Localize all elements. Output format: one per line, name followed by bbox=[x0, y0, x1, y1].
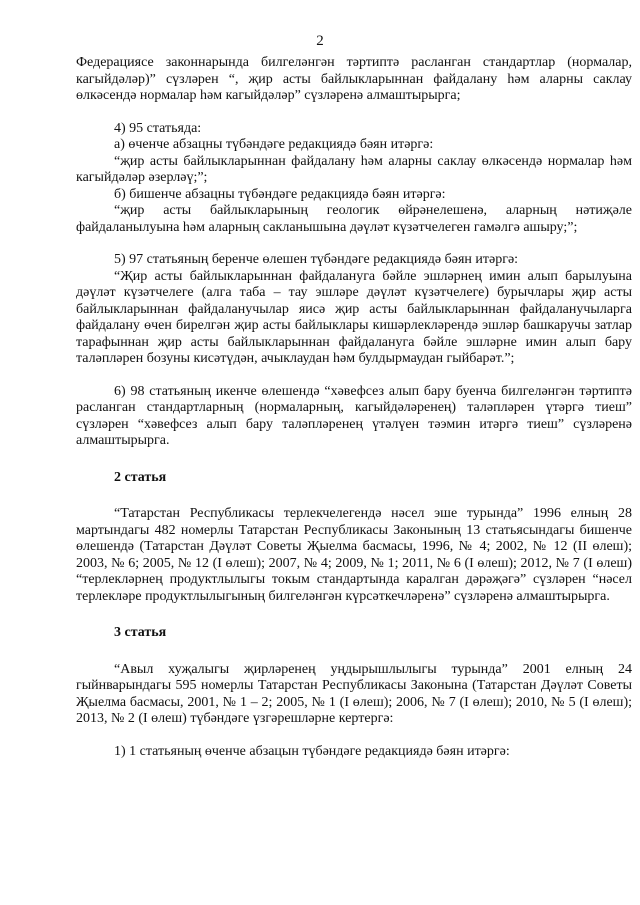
list-item: 4) 95 статьяда: bbox=[114, 120, 202, 136]
page-number: 2 bbox=[316, 33, 324, 49]
list-item: 5) 97 статьяның беренче өлешен түбәндәге редакциядә бәян итәргә: bbox=[114, 252, 519, 267]
paragraph: Федерациясе законнарында билгеләнгән тәртиптә расланган стандартлар (нормалар, кагыйдәләр)” сүзләрен “, җир асты байлыкларыннан файдалану һәм аларны саклау өлкәсендә нормалар һәм кагыйдәләр” сүзләренә алмаштырырга; bbox=[76, 55, 632, 103]
list-item: б) бишенче абзацны түбәндәге редакциядә бәян итәргә: bbox=[114, 186, 446, 202]
list-item: а) өченче абзацны түбәндәге редакциядә бәян итәргә: bbox=[114, 137, 434, 152]
paragraph: “җир асты байлыкларыннан файдалану һәм аларны саклау өлкәсендә нормалар һәм кагыйдәләр әзерләү;”; bbox=[76, 153, 632, 185]
paragraph: “Авыл хуҗалыгы җирләренең уңдырышлылыгы турында” 2001 елның 24 гыйнварындагы 595 номерлы Татарстан Республикасы Законына (Татарстан Дәүләт Советы Җыелма басмасы, 2001, № 1 – 2; 2005, № 1 (I өлеш); 2006, № 7 (I өлеш); 2010, № 5 (I өлеш); 2013, № 2 (I өлеш) түбәндәге үзгәрешләрне кертергә: bbox=[76, 661, 632, 726]
list-item: 6) 98 статьяның икенче өлешендә “хәвефсез алып бару буенча билгеләнгән тәртиптә расланган стандартларның (нормаларның, кагыйдәләренең) таләпләрен үтәргә тиеш” сүзләрен “хәвефсез алып бару таләпләренең үтәлүен тәэмин итәргә тиеш” сүзләренә алмаштырырга. bbox=[76, 383, 632, 448]
paragraph: “Татарстан Республикасы терлекчелегендә нәсел эше турында” 1996 елның 28 мартындагы 482 номерлы Татарстан Республикасы Законының 13 статьясындагы бишенче өлешендә (Татарстан Дәүләт Советы Җыелма басмасы, 1996, № 4; 2002, № 12 (II өлеш); 2003, № 6; 2005, № 12 (I өлеш); 2007, № 4; 2009, № 1; 2011, № 6 (I өлеш); 2012, № 7 (I өлеш) “терлекләрнең продуктлылыгы токым стандартында каралган дәрәҗәгә” сүзләрен “нәсел терлекләре продуктлылыгының билгеләнгән күрсәткечләренә” сүзләренә алмаштырырга. bbox=[76, 506, 632, 604]
article-heading: 3 статья bbox=[114, 625, 167, 640]
paragraph: “җир асты байлыкларының геологик өйрәнелешенә, аларның нәтиҗәле файдаланылуына һәм аларның сакланышына дәүләт күзәтчелеген гамәлгә ашыру;”; bbox=[76, 203, 632, 235]
article-heading: 2 статья bbox=[114, 469, 167, 485]
document-body bbox=[76, 55, 632, 760]
list-item: 1) 1 статьяның өченче абзацын түбәндәге редакциядә бәян итәргә: bbox=[114, 743, 510, 759]
paragraph: “Җир асты байлыкларыннан файдалануга бәйле эшләрнең имин алып барылуына дәүләт күзәтчелеге (алга таба – тау эшләре дәүләт күзәтчелеге) бурычлары җир асты байлыкларыннан файдаланучылар яисә җир асты байлыкларыннан файдаланучыларга файдалану өчен бирелгән җир асты байлыклары кишәрлекләрендә эшләр башкаручы затлар тарафыннан җир асты байлыкларыннан файдалануга бәйле эшләрне имин алып бару таләпләрен бозуны кисәтүдән, ачыклаудан һәм булдырмаудан гыйбарәт.”; bbox=[76, 268, 632, 366]
